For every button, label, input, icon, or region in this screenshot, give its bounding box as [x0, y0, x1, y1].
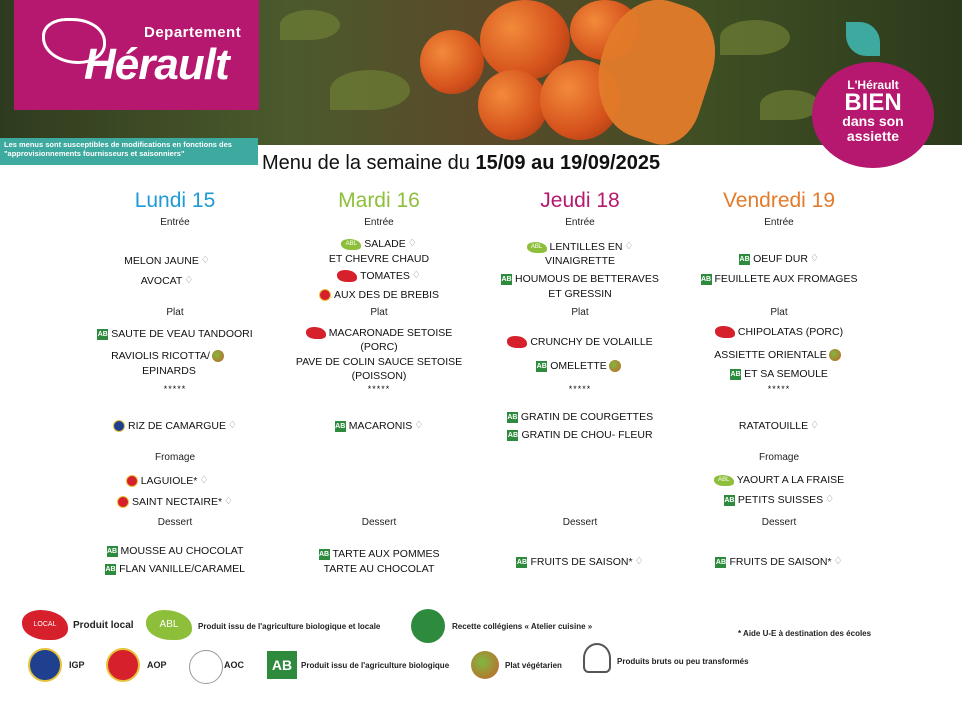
mardi-entree-1: ABL SALADE ♢: [274, 238, 484, 250]
mardi-dessert-label: Dessert: [361, 517, 397, 528]
day-title-vendredi: Vendredi 19: [722, 189, 836, 212]
vendredi-fromage-1: ABL YAOURT A LA FRAISE: [674, 474, 884, 486]
jeudi-dessert-1: AB FRUITS DE SAISON* ♢: [516, 556, 644, 568]
raw-product-icon: ♢: [184, 275, 194, 286]
mardi-dessert-1: AB TARTE AUX POMMES: [318, 548, 440, 560]
mardi-plat-1: MACARONADE SETOISE: [274, 327, 484, 339]
bio-ab-icon: AB: [724, 496, 735, 504]
igp-legend-icon: [28, 648, 62, 682]
raw-product-icon: ♢: [634, 556, 644, 567]
raw-product-icon: ♢: [833, 556, 843, 567]
bio-ab-icon: AB: [318, 550, 330, 558]
lundi-accomp-1: RIZ DE CAMARGUE ♢: [70, 420, 280, 432]
aop-icon: [319, 289, 331, 301]
raw-product-icon: ♢: [200, 255, 210, 266]
lundi-plat-label: Plat: [166, 307, 184, 318]
vendredi-entree-1: AB OEUF DUR ♢: [739, 253, 819, 265]
vendredi-plat-label: Plat: [770, 307, 788, 318]
abl-icon: ABL: [341, 239, 361, 250]
bio-ab-icon: AB: [501, 275, 512, 283]
bio-ab-icon: AB: [97, 330, 108, 338]
legend-bio: Produit issu de l'agriculture biologique: [301, 661, 450, 670]
bio-ab-icon: AB: [335, 422, 346, 430]
vegetarian-icon: [609, 360, 621, 372]
mardi-plat-4: (POISSON): [351, 370, 407, 382]
lundi-plat-1: AB SAUTE DE VEAU TANDOORI: [97, 328, 253, 340]
local-product-icon: [507, 336, 527, 348]
lundi-fromage-2: SAINT NECTAIRE* ♢: [70, 496, 280, 508]
vendredi-fromage-label: Fromage: [758, 452, 799, 463]
lundi-stars: *****: [163, 384, 187, 394]
jeudi-plat-label: Plat: [571, 307, 589, 318]
mardi-entree-2: ET CHEVRE CHAUD: [328, 253, 430, 265]
raw-product-icon: ♢: [825, 494, 835, 505]
vendredi-plat-3: AB ET SA SEMOULE: [730, 368, 828, 380]
bio-ab-icon: AB: [106, 547, 118, 555]
jeudi-plat-1: CRUNCHY DE VOLAILLE: [475, 336, 685, 348]
lundi-entree-label: Entrée: [160, 217, 190, 228]
vegetarian-legend-icon: [471, 651, 499, 679]
jeudi-dessert-label: Dessert: [562, 517, 598, 528]
vendredi-entree-2: AB FEUILLETE AUX FROMAGES: [700, 273, 858, 285]
legend-igp: IGP: [69, 660, 85, 670]
bio-ab-icon: AB: [739, 255, 750, 263]
legend-recette: Recette collégiens « Atelier cuisine »: [452, 622, 593, 631]
day-title-lundi: Lundi 15: [134, 189, 216, 212]
local-product-legend-icon: LOCAL: [22, 610, 68, 640]
mardi-plat-2: (PORC): [360, 341, 398, 353]
aop-icon: [126, 475, 138, 487]
bio-ab-icon: AB: [730, 370, 741, 378]
legend-vegetarien: Plat végétarien: [505, 661, 562, 670]
bien-dans-son-assiette-badge: L'Hérault BIEN dans son assiette: [812, 62, 934, 168]
raw-product-icon: ♢: [809, 253, 819, 264]
page-title: Menu de la semaine du 15/09 au 19/09/2025: [262, 152, 661, 174]
mardi-stars: *****: [367, 384, 391, 394]
raw-product-icon: ♢: [414, 420, 424, 431]
raw-product-icon: ♢: [224, 496, 233, 507]
menu-notice: Les menus sont susceptibles de modifications en fonctions des "approvisionnements fournisseurs et saisonniers": [0, 138, 258, 165]
day-title-mardi: Mardi 16: [338, 189, 420, 212]
bio-ab-icon: AB: [516, 558, 528, 566]
bio-ab-legend-icon: AB: [267, 651, 297, 679]
bio-ab-icon: AB: [536, 362, 547, 370]
lundi-plat-3: EPINARDS: [142, 365, 196, 377]
mardi-entree-3: TOMATES ♢: [274, 270, 484, 282]
lundi-dessert-1: AB MOUSSE AU CHOCOLAT: [106, 545, 244, 557]
vendredi-accomp-1: RATATOUILLE ♢: [738, 420, 820, 432]
jeudi-entree-2: VINAIGRETTE: [544, 255, 615, 267]
jeudi-stars: *****: [568, 384, 592, 394]
raw-product-icon: ♢: [228, 420, 237, 431]
lundi-entree-1: MELON JAUNE ♢: [124, 255, 210, 267]
mardi-entree-label: Entrée: [364, 217, 394, 228]
herault-logo: Departement Hérault: [14, 0, 259, 110]
raw-product-icon: ♢: [624, 241, 634, 252]
lundi-plat-2: RAVIOLIS RICOTTA/: [64, 350, 274, 362]
local-product-icon: [337, 270, 357, 282]
raw-product-icon: ♢: [199, 475, 209, 486]
bio-ab-icon: AB: [105, 565, 116, 573]
vendredi-entree-label: Entrée: [764, 217, 794, 228]
bio-ab-icon: AB: [700, 275, 712, 283]
lundi-fromage-label: Fromage: [154, 452, 195, 463]
lundi-fromage-1: LAGUIOLE* ♢: [62, 475, 272, 487]
abl-icon: ABL: [714, 475, 734, 486]
aop-icon: [117, 496, 129, 508]
mardi-entree-4: AUX DES DE BREBIS: [274, 289, 484, 301]
vendredi-dessert-1: AB FRUITS DE SAISON* ♢: [715, 556, 843, 568]
legend-abl: Produit issu de l'agriculture biologique et locale: [198, 622, 381, 631]
legend-local: Produit local: [73, 620, 134, 631]
mardi-plat-label: Plat: [370, 307, 388, 318]
vendredi-dessert-label: Dessert: [761, 517, 797, 528]
raw-product-icon: ♢: [411, 270, 421, 281]
bio-ab-icon: AB: [715, 558, 727, 566]
jeudi-entree-1: ABL LENTILLES EN ♢: [475, 241, 685, 253]
lundi-entree-2: AVOCAT ♢: [140, 275, 194, 287]
mardi-accomp-1: AB MACARONIS ♢: [335, 420, 424, 432]
abl-icon: ABL: [527, 242, 547, 253]
vendredi-fromage-2: AB PETITS SUISSES ♢: [724, 494, 835, 506]
bio-ab-icon: AB: [507, 431, 519, 439]
jeudi-entree-4: ET GRESSIN: [548, 288, 612, 300]
vendredi-stars: *****: [767, 384, 791, 394]
local-product-icon: [306, 327, 326, 339]
vendredi-plat-1: CHIPOLATAS (PORC): [674, 326, 884, 338]
vegetarian-icon: [829, 349, 841, 361]
legend-aoc: AOC: [224, 660, 244, 670]
legend-aide-ue: * Aide U-E à destination des écoles: [738, 629, 872, 638]
legend-aop: AOP: [147, 660, 167, 670]
chef-hat-legend-icon: [583, 643, 611, 673]
mardi-dessert-2: TARTE AU CHOCOLAT: [323, 563, 435, 575]
lundi-dessert-2: AB FLAN VANILLE/CARAMEL: [105, 563, 245, 575]
day-title-jeudi: Jeudi 18: [540, 189, 620, 212]
mardi-plat-3: PAVE DE COLIN SAUCE SETOISE: [295, 356, 463, 368]
raw-product-icon: ♢: [407, 238, 417, 249]
aop-legend-icon: [106, 648, 140, 682]
vegetarian-icon: [212, 350, 224, 362]
jeudi-entree-label: Entrée: [565, 217, 595, 228]
lundi-dessert-label: Dessert: [157, 517, 193, 528]
jeudi-accomp-2: AB GRATIN DE CHOU- FLEUR: [507, 429, 653, 441]
igp-icon: [113, 420, 125, 432]
legend-bruts: Produits bruts ou peu transformés: [617, 657, 749, 666]
jeudi-accomp-1: AB GRATIN DE COURGETTES: [507, 411, 654, 423]
aoc-legend-icon: [189, 650, 223, 684]
vendredi-plat-2: ASSIETTE ORIENTALE: [674, 349, 884, 361]
jeudi-entree-3: AB HOUMOUS DE BETTERAVES: [501, 273, 659, 285]
bio-ab-icon: AB: [507, 413, 518, 421]
abl-legend-icon: ABL: [146, 610, 192, 640]
recette-collegiens-icon: [411, 609, 445, 643]
raw-product-icon: ♢: [810, 420, 820, 431]
jeudi-plat-2: AB OMELETTE: [475, 360, 685, 372]
local-product-icon: [715, 326, 735, 338]
